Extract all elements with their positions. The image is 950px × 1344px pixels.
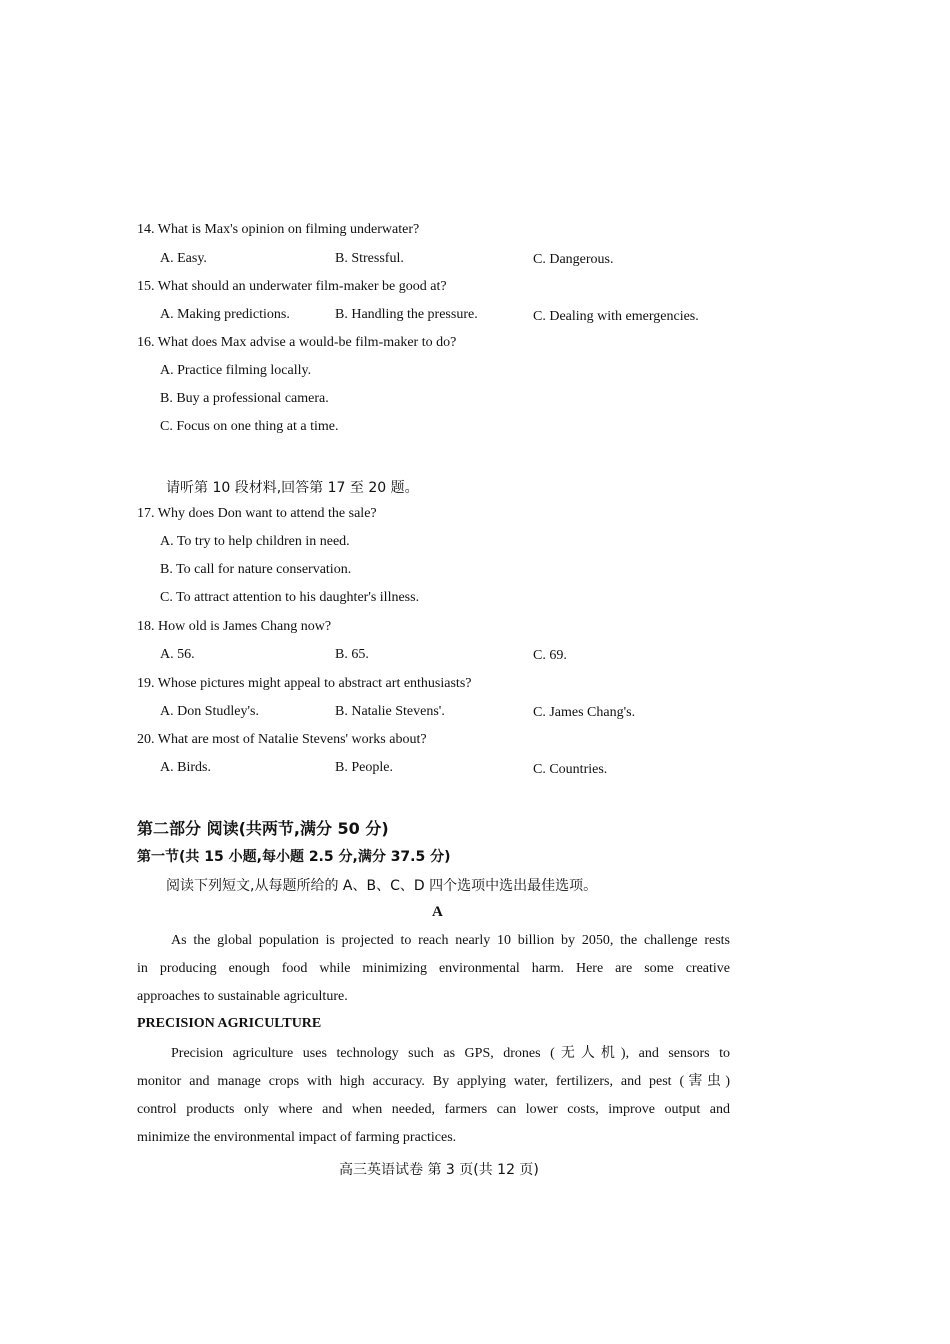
q17-option-c: C. To attract attention to his daughter's illness. (160, 590, 420, 605)
q18-option-a: A. 56. (160, 647, 195, 662)
passage-label: A (432, 904, 443, 920)
passage-intro-line: As the global population is projected to reach nearly 10 billion by 2050, the challenge rests (171, 933, 730, 948)
q17-option-a: A. To try to help children in need. (160, 534, 350, 549)
q19-option-c: C. James Chang's. (533, 705, 636, 720)
part-two-title: 第二部分 阅读(共两节,满分 50 分) (137, 819, 389, 838)
q20-option-b: B. People. (335, 760, 393, 775)
q18-option-b: B. 65. (335, 647, 369, 662)
reading-instruction: 阅读下列短文,从每题所给的 A、B、C、D 四个选项中选出最佳选项。 (166, 878, 598, 894)
question-20: 20. What are most of Natalie Stevens' works about? (137, 732, 427, 747)
section-10-instruction: 请听第 10 段材料,回答第 17 至 20 题。 (166, 480, 419, 496)
q16-option-b: B. Buy a professional camera. (160, 391, 329, 406)
passage-intro-line: approaches to sustainable agriculture. (137, 989, 348, 1004)
q20-option-a: A. Birds. (160, 760, 211, 775)
section-one-title: 第一节(共 15 小题,每小题 2.5 分,满分 37.5 分) (137, 849, 451, 865)
passage-body-line: Precision agriculture uses technology such as GPS, drones (无人机), and sensors to (171, 1046, 730, 1061)
q15-option-b: B. Handling the pressure. (335, 307, 478, 322)
question-19: 19. Whose pictures might appeal to abstract art enthusiasts? (137, 676, 472, 691)
passage-body-line: minimize the environmental impact of farming practices. (137, 1130, 457, 1145)
passage-intro (137, 927, 730, 1011)
question-18: 18. How old is James Chang now? (137, 619, 332, 634)
q14-option-c: C. Dangerous. (533, 252, 614, 267)
question-17: 17. Why does Don want to attend the sale? (137, 506, 377, 521)
q17-option-b: B. To call for nature conservation. (160, 562, 352, 577)
q19-option-b: B. Natalie Stevens'. (335, 704, 445, 719)
q16-option-c: C. Focus on one thing at a time. (160, 419, 339, 434)
q15-option-c: C. Dealing with emergencies. (533, 309, 699, 324)
q20-option-c: C. Countries. (533, 762, 608, 777)
passage-body (137, 1040, 730, 1152)
q14-option-b: B. Stressful. (335, 251, 404, 266)
question-15: 15. What should an underwater film-maker be good at? (137, 279, 447, 294)
q16-option-a: A. Practice filming locally. (160, 363, 312, 378)
q18-option-c: C. 69. (533, 648, 567, 663)
q19-option-a: A. Don Studley's. (160, 704, 259, 719)
q15-option-a: A. Making predictions. (160, 307, 290, 322)
passage-intro-line: in producing enough food while minimizing environmental harm. Here are some creative (137, 961, 730, 976)
page-footer: 高三英语试卷 第 3 页(共 12 页) (339, 1162, 539, 1178)
question-14: 14. What is Max's opinion on filming underwater? (137, 222, 420, 237)
passage-body-line: control products only where and when needed, farmers can lower costs, improve output and (137, 1102, 730, 1117)
passage-body-line: monitor and manage crops with high accuracy. By applying water, fertilizers, and pest (害虫) (137, 1074, 730, 1089)
question-16: 16. What does Max advise a would-be film-maker to do? (137, 335, 457, 350)
section-heading: PRECISION AGRICULTURE (137, 1016, 322, 1031)
q14-option-a: A. Easy. (160, 251, 207, 266)
